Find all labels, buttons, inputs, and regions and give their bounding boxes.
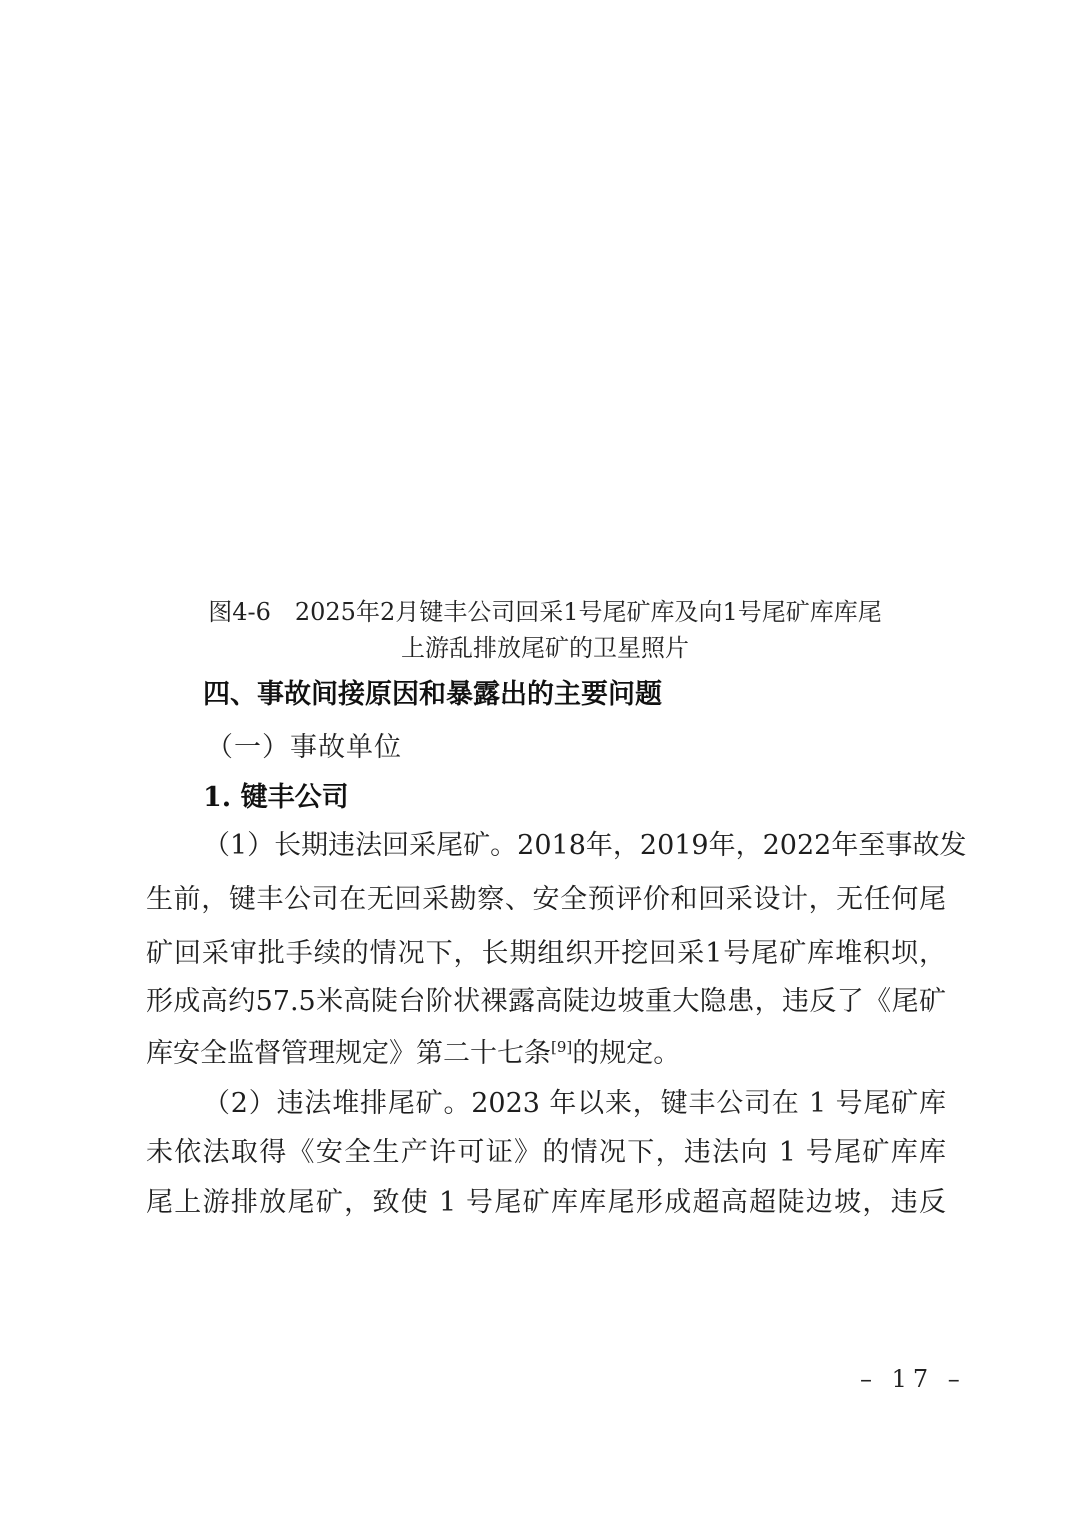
figure-image-area (145, 40, 945, 580)
subsection-heading: （一）事故单位 (206, 732, 402, 763)
section-heading: 四、事故间接原因和暴露出的主要问题 (203, 679, 662, 710)
item-heading: 1. 键丰公司 (203, 782, 349, 813)
paragraph-2-line-3: 尾上游排放尾矿，致使 1 号尾矿库库尾形成超高超陡边坡，违反 (146, 1187, 946, 1218)
paragraph-2-line-1: （2）违法堆排尾矿。2023 年以来，键丰公司在 1 号尾矿库 (203, 1088, 946, 1119)
figure-caption-line-1: 图4-6 2025年2月键丰公司回采1号尾矿库及向1号尾矿库库尾 (208, 598, 882, 626)
paragraph-1-line-4: 形成高约57.5米高陡台阶状裸露高陡边坡重大隐患，违反了《尾矿 (146, 986, 946, 1017)
paragraph-1-line-5-end: 的规定。 (572, 1038, 681, 1069)
paragraph-2-line-2: 未依法取得《安全生产许可证》的情况下，违法向 1 号尾矿库库 (146, 1137, 946, 1168)
paragraph-1-line-5-text: 库安全监督管理规定》第二十七条 (146, 1038, 551, 1069)
footnote-reference: [9] (551, 1038, 573, 1056)
paragraph-1-line-5 (146, 1034, 946, 1074)
paragraph-1-line-3: 矿回采审批手续的情况下，长期组织开挖回采1号尾矿库堆积坝， (146, 938, 946, 969)
paragraph-1-line-2: 生前，键丰公司在无回采勘察、安全预评价和回采设计，无任何尾 (146, 884, 946, 915)
paragraph-1-line-1: （1）长期违法回采尾矿。2018年，2019年，2022年至事故发 (203, 830, 967, 861)
figure-caption-line-2: 上游乱排放尾矿的卫星照片 (401, 634, 689, 662)
page-number: – 17 – (860, 1365, 966, 1393)
